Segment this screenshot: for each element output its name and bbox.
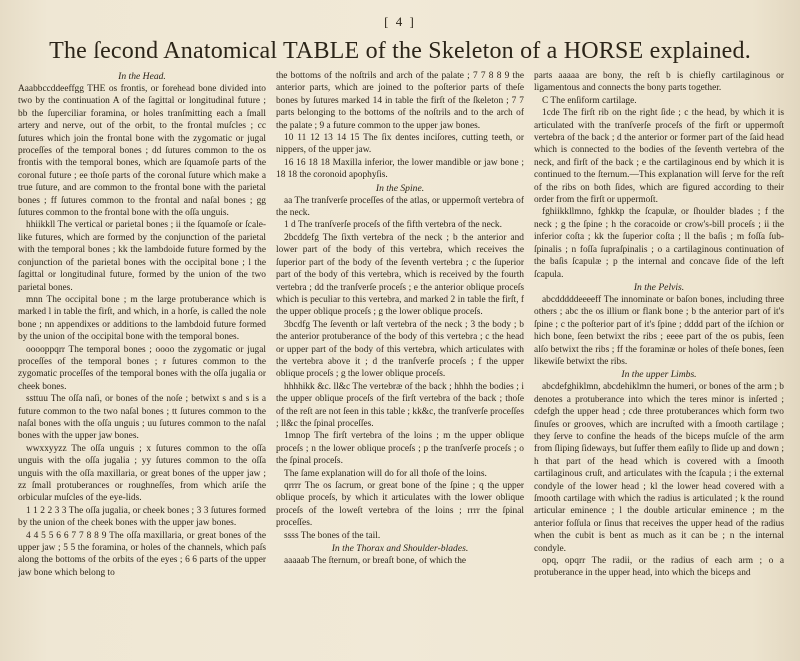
text-column-3	[534, 70, 784, 655]
section-heading: In the Spine.	[375, 182, 425, 194]
paragraph: 16 16 18 18 Maxilla inferior, the lower mandible or jaw bone ; 18 18 the coronoid apophyſis.	[276, 157, 524, 181]
paragraph: abcdddddeeeeff The innominate or baſon bones, including three others ; abc the os illium or flank bone ; b the anterior part of it's ſpine ; c the poſterior part of it's ſpine ; dddd part of the iſchion or hich bone, ſeen betwixt the ribs ; eeee part of the os pubis, ſeen alſo betwixt the ribs ; ff the foraminæ or holes of theſe bones, ſeen likewiſe betwixt the ribs.	[534, 294, 784, 367]
paragraph: 3bcdfg The ſeventh or laſt vertebra of the neck ; 3 the body ; b the anterior protuberance of the body of this vertebra ; c the head or upper part of the body of this vertebra, which articulates with the vertebra above it ; d the tranſverſe proceſs ; f the upper oblique proceſs ; g the lower oblique proceſs.	[276, 319, 524, 380]
paragraph: hhhhikk &c. ll&c The vertebræ of the back ; hhhh the bodies ; i the upper oblique proceſs of the firſt vertebra of the back ; thoſe of the reſt are not ſeen in this table ; kk&c, the tranſverſe proceſſes ; ll&c the ſpinal proceſſes.	[276, 381, 524, 429]
paragraph: ssttuu The oſſa naſi, or bones of the noſe ; betwixt s and s is a future common to the two naſal bones ; tt ſutures common to the naſal bones with the oſſa unguis ; uu ſutures common to the naſal bones with the upper jaw bones.	[18, 394, 266, 442]
paragraph: 4 4 5 5 6 6 7 7 8 8 9 The oſſa maxillaria, or great bones of the upper jaw ; 5 5 the foramina, or holes of the channels, which paſs along the bottoms of the orbits of the eyes ; 6 6 parts of the upper jaw bone which belong to	[18, 530, 266, 578]
paragraph: 1 1 2 2 3 3 The oſſa jugalia, or cheek bones ; 3 3 ſutures formed by the union of the cheek bones with the upper jaw bones.	[18, 505, 266, 529]
text-column-1	[18, 70, 266, 655]
paragraph: The ſame explanation will do for all thoſe of the loins.	[284, 468, 487, 479]
paragraph-continuation: parts aaaaa are bony, the reſt b is chiefly cartilaginous or ligamentous and connects the bony parts together.	[534, 71, 784, 94]
paragraph: opq, opqrr The radii, or the radius of each arm ; o a protuberance in the upper head, into which the biceps and	[534, 556, 784, 579]
paragraph: hhiikkll The vertical or parietal bones ; ii the ſquamoſe or ſcale-like futures, which are formed by the conjunction of the parietal with the temporal bones ; kk the lambdoide future formed by the conjunction of the parietal bones with the occipital bone ; l the ſagittal or longitudinal future, formed by the union of the two parietal bones.	[18, 220, 266, 293]
section-heading: In the Thorax and Shoulder-blades.	[331, 543, 469, 555]
paragraph: aaaaab The ſternum, or breaſt bone, of which the	[284, 556, 467, 567]
paragraph: Aaabbccddeeffgg THE os frontis, or forehead bone divided into two by the continuation A of the ſagittal or longitudinal future ; bb the ſuperciliar foramina, or holes tranſmitting each a ſmall artery and nerve, out of the orbit, to the frontal muſcles ; cc ſutures which join the frontal bone with the zygomatic or jugal proceſſes of the temporal bones ; dd ſutures common to the os frontis with the temporal bones, which are ſquamoſe parts of the coronal future ; ee thoſe parts of the coronal ſuture which make a true ſuture, and are common to the frontal bone with the parietal bones ; ff ſutures common to the frontal and naſal bones ; gg ſutures common to the frontal bone with the oſſa unguis.	[18, 84, 266, 219]
paragraph: 10 11 12 13 14 15 The ſix dentes inciſores, cutting teeth, or nippers, of the upper jaw.	[276, 133, 524, 156]
paragraph: C The enſiform cartilage.	[542, 95, 637, 106]
section-heading: In the Head.	[118, 71, 166, 82]
section-heading: In the upper Limbs.	[621, 369, 697, 381]
paragraph: ssss The bones of the tail.	[284, 530, 381, 541]
paragraph: abcdefghiklmn, abcdehiklmn the humeri, or bones of the arm ; b denotes a protuberance into which the teres minor is inſerted ; cdefgh the upper head ; cde three protuberances which form two ſinuſes or grooves, which are incruſted with a ſmooth cartilage ; they ſerve to confine the heads of the biceps muſcle of the arm from ſliping ſideways, but ſuffer them eaſily to ſlide up and down ; h that part of the head which is covered with a ſmooth cartilaginous cruſt, and articulates with the ſcapula ; i the external condyle of the lower head ; kl the lower head covered with a ſmooth cartilage with which the radius is articulated ; k the round articular eminence ; l the double articular eminence ; m the anterior foſſula or ſinus that receives the upper head of the radius when the cubit is bent as much as it can be ; n the internal condyle.	[534, 382, 784, 554]
text-column-2	[276, 70, 524, 655]
paragraph: wwxxyyzz The oſſa unguis ; x ſutures common to the oſſa unguis with the oſſa jugalia ; yy ſutures common to the oſſa unguis with the oſſa maxillaria, or great bones of the upper jaw ; zz ſmall protuberances or roughneſſes, from which ariſe the orbicular muſcles of the eye-lids.	[18, 443, 266, 504]
paragraph: fghiikkllmno, fghkkp the ſcapulæ, or ſhoulder blades ; f the neck ; g the ſpine ; h the coracoide or crow's-bill proceſs ; ii the inferior coſta ; kk the ſuperior coſta ; ll the baſis ; m foſſa ſub-ſpinalis ; n foſſa ſupraſpinalis ; o a cartilaginous continuation of the baſis ſcapulæ ; p the internal and concave ſide of the left ſcapula.	[534, 207, 784, 280]
paragraph: 2bcddefg The ſixth vertebra of the neck ; b the anterior and lower part of the body of this vertebra, which receives the ſuperior part of the body of the ſeventh vertebra ; c the ſuperior part of the body of this vertebra, which is received by the fourth vertebra ; dd the tranſverſe proceſs ; e the anterior oblique proceſs which is peculiar to this vertebra, and marked 2 in table the firſt, f the upper oblique proceſs ; g the lower oblique proceſs.	[276, 232, 524, 318]
paragraph: 1mnop The firſt vertebra of the loins ; m the upper oblique proceſs ; n the lower oblique proceſs ; p the tranſverſe proceſs ; o the ſpinal proceſs.	[276, 431, 524, 467]
paragraph: 1 d The tranſverſe proceſs of the fifth vertebra of the neck.	[284, 220, 502, 231]
page-title: The ſecond Anatomical TABLE of the Skeleton of a HORSE explained.	[49, 38, 751, 64]
paragraph: 1cde The firſt rib on the right ſide ; c the head, by which it is articulated with the tranſverſe proceſs of the firſt or uppermoſt vertebra of the back ; d the anterior or former part of the ſaid head which is connected to the bodies of the ſeventh vertebra of the neck, and firſt of the back ; e the cartilaginous end by which it is continued to the ſternum.—This explanation will ſerve for the reſt of the ribs on both ſides, which are figured according to their order from the firſt or uppermoſt.	[534, 108, 784, 206]
section-heading: In the Pelvis.	[633, 281, 685, 293]
paragraph: qrrrr The os ſacrum, or great bone of the ſpine ; q the upper oblique proceſs, by which it articulates with the lower oblique proceſs of the loweſt vertebra of the loins ; rrrr the ſpinal proceſſes.	[276, 481, 524, 529]
paragraph: ooooppqrr The temporal bones ; oooo the zygomatic or jugal proceſſes of the temporal bones ; r ſutures common to the zygomatic proceſſes of the temporal bones with the oſſa jugalia or cheek bones.	[18, 344, 266, 392]
page-number: [ 4 ]	[384, 14, 416, 29]
paragraph: mnn The occipital bone ; m the large protuberance which is marked l in table the firſt, and which, in a horſe, is called the nole bone ; nn appendixes or additions to the lambdoid future formed by the union of the occipital bone with the temporal bones.	[18, 294, 266, 343]
paragraph-continuation: the bottoms of the noſtrils and arch of the palate ; 7 7 8 8 9 the anterior parts, which are joined to the poſterior parts of theſe bones by ſutures marked 14 in table the firſt of the ſkeleton ; 7 7 parts belonging to the bottoms of the noſtrils and to the arch of the palate ; 9 a future common to the upper jaw bones.	[276, 71, 524, 131]
paragraph: aa The tranſverſe proceſſes of the atlas, or uppermoſt vertebra of the neck.	[276, 195, 524, 219]
